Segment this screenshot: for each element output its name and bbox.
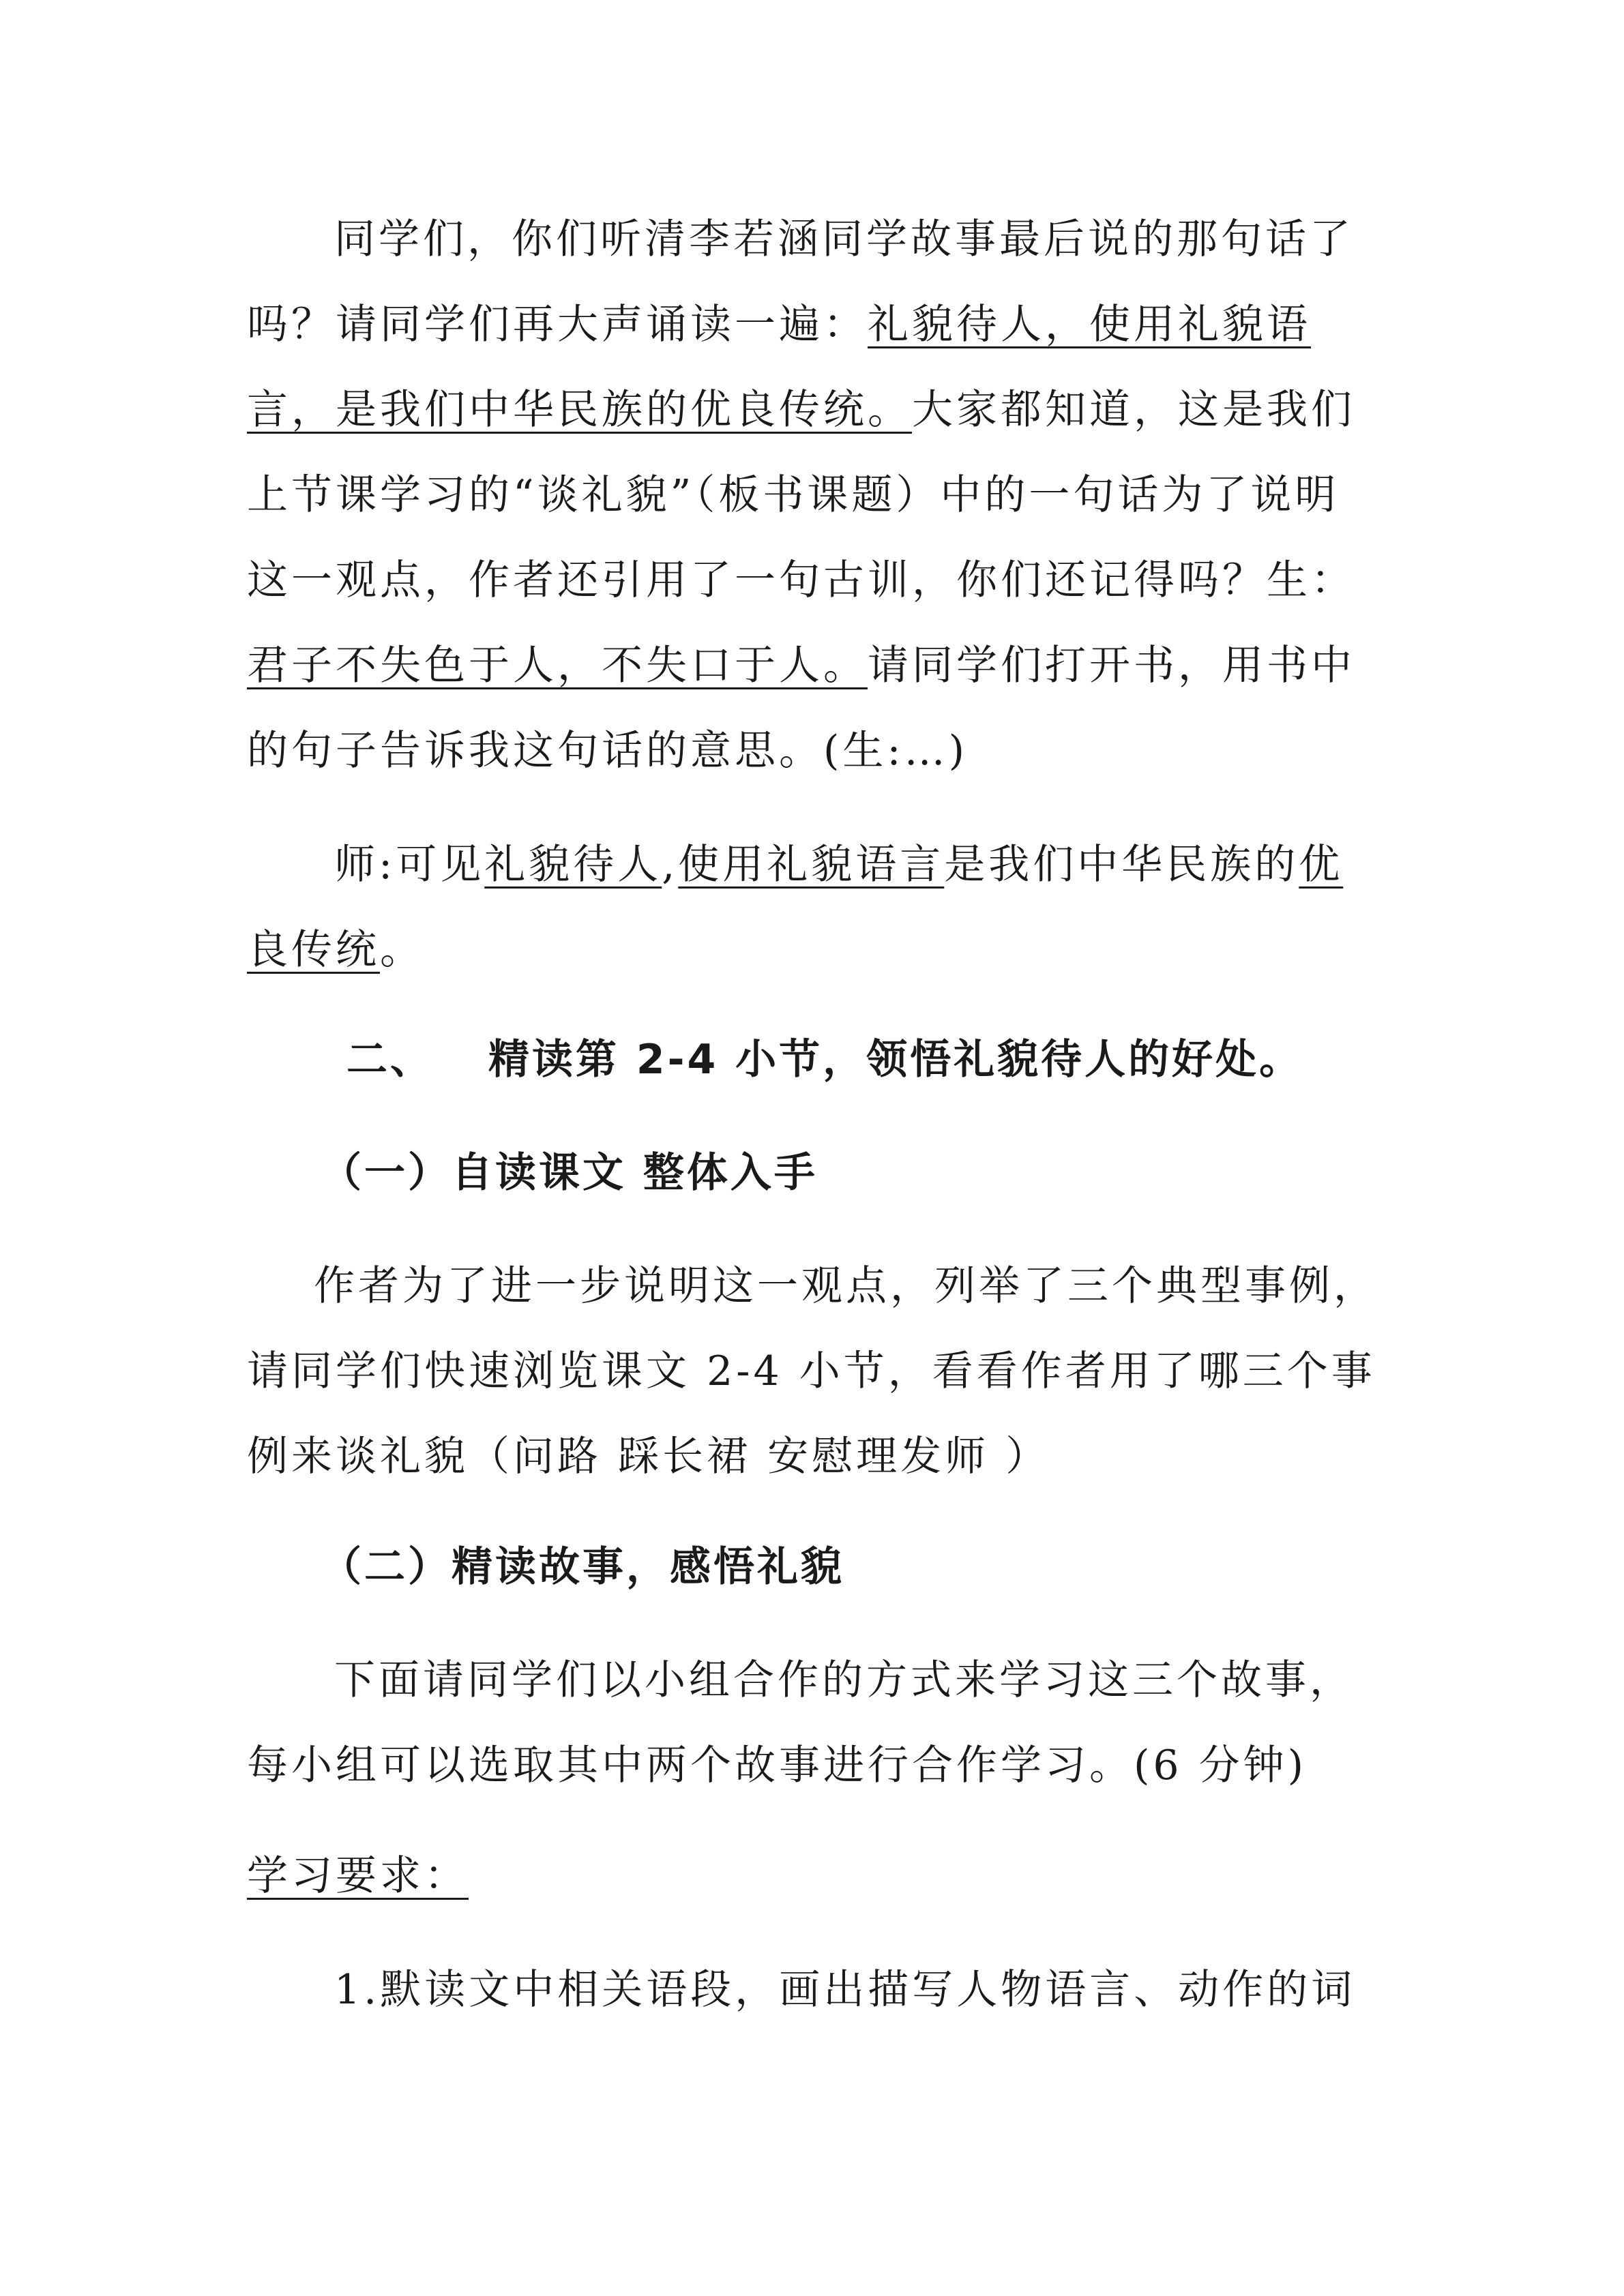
paragraph-2-line-2 [247, 923, 424, 977]
underlined-phrase: 良传统 [247, 926, 380, 974]
paragraph-3-line-3 [247, 1429, 1050, 1484]
text: 的句子告诉我这句话的意思。(生:…) [247, 727, 969, 775]
text: 每小组可以选取其中两个故事进行合作学习。(6 分钟) [247, 1742, 1308, 1789]
text: 同学们，你们听清李若涵同学故事最后说的那句话了 [334, 215, 1354, 263]
underlined-label: 学习要求： [247, 1852, 469, 1900]
underlined-phrase: 优 [1299, 841, 1344, 889]
paragraph-2-line-1 [334, 837, 1343, 892]
paragraph-1-line-5 [247, 553, 1355, 608]
text: 1.默读文中相关语段，画出描写人物语言、动作的词 [334, 1966, 1356, 2014]
text: 。 [380, 926, 424, 974]
underlined-phrase: 礼貌待人 [484, 841, 662, 889]
text: 是我们中华民族的 [944, 841, 1299, 889]
subheading-2 [321, 1540, 844, 1594]
text: 请同学们快速浏览课文 2-4 小节，看看作者用了哪三个事 [247, 1347, 1376, 1395]
paragraph-1-line-7 [247, 724, 968, 778]
subheading-text: （二）精读故事，感悟礼貌 [321, 1543, 844, 1591]
section-heading-2 [346, 1032, 1303, 1087]
subheading-text: （一）自读课文 整体入手 [321, 1149, 818, 1197]
paragraph-1-line-2 [247, 297, 1311, 352]
underlined-quote: 礼貌待人，使用礼貌语 [868, 301, 1311, 348]
text: 请同学们打开书，用书中 [868, 642, 1355, 689]
requirement-item-1 [334, 1963, 1355, 2017]
text: 下面请同学们以小组合作的方式来学习这三个故事， [334, 1656, 1354, 1704]
text: 吗？请同学们再大声诵读一遍： [247, 301, 868, 348]
text: 这一观点，作者还引用了一句古训，你们还记得吗？生： [247, 556, 1355, 604]
text: 例来谈礼貌（问路 踩长裙 安慰理发师 ） [247, 1433, 1050, 1480]
paragraph-4-line-2 [247, 1738, 1307, 1793]
underlined-phrase: 使用礼貌语言 [678, 841, 945, 889]
text: 作者为了进一步说明这一观点，列举了三个典型事例， [314, 1262, 1378, 1310]
paragraph-4-line-1 [334, 1653, 1354, 1708]
text: 师:可见 [334, 841, 485, 889]
underlined-quote: 言，是我们中华民族的优良传统。 [247, 386, 912, 434]
paragraph-1-line-4 [247, 468, 1339, 522]
paragraph-1-line-3 [247, 383, 1355, 437]
subheading-1 [321, 1146, 818, 1200]
underlined-quote: 君子不失色于人，不失口于人。 [247, 642, 868, 689]
text: , [662, 841, 679, 889]
heading-number: 二、 [346, 1036, 434, 1084]
text: 大家都知道，这是我们 [912, 386, 1355, 434]
heading-text: 精读第 2-4 小节，领悟礼貌待人的好处。 [488, 1036, 1303, 1084]
paragraph-1-line-1 [334, 212, 1354, 267]
requirements-label [247, 1849, 469, 1903]
paragraph-3-line-1 [314, 1259, 1378, 1313]
paragraph-1-line-6 [247, 638, 1355, 693]
text: 上节课学习的“谈礼貌”（板书课题）中的一句话为了说明 [247, 471, 1340, 519]
paragraph-3-line-2 [247, 1344, 1376, 1399]
